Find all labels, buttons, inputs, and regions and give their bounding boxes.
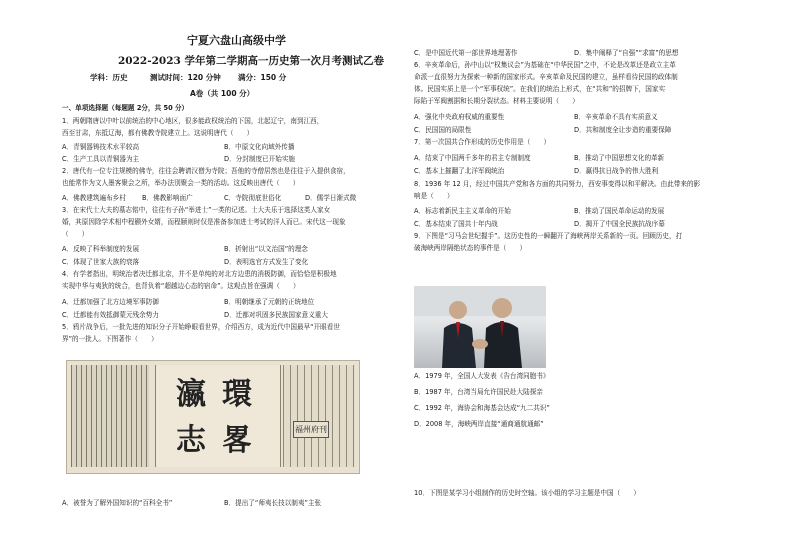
book-seal: 福州府刊 bbox=[293, 421, 329, 438]
q2-option-d: D．儒学日渐式微 bbox=[305, 194, 357, 202]
left-person-head bbox=[449, 301, 467, 319]
q1-option-d: D．分封制度已开始实施 bbox=[224, 155, 296, 163]
q2-option-a: A．佛教建筑遍布乡村 bbox=[62, 194, 126, 202]
q1-option-c: C．生产工具以青铜器为主 bbox=[62, 155, 140, 163]
right-person-head bbox=[492, 298, 512, 318]
q2-option-b: B．佛教影响面广 bbox=[142, 194, 193, 202]
q5-line-2: 界”的一批人。下图著作（ ） bbox=[62, 335, 158, 343]
q1-line-1: 1．两朝隋唐以中叶以前统治的中心地区，很多能政权统治的下国，北起辽宁，南到江西， bbox=[62, 117, 324, 125]
q9-option-d: D．2008 年，海峡两岸直接“通商通航通邮” bbox=[414, 420, 544, 428]
q5-option-a: A．被誉为了解外国知识的“百科全书” bbox=[62, 499, 173, 507]
q9-option-c: C．1992 年，海协会和海基会达成“九二共识” bbox=[414, 404, 550, 412]
book-title-page bbox=[155, 365, 281, 467]
q3-line-1: 3．在宋代士大夫的墓志铭中，往往有子孙“举进士”一类的记述。士大夫乐于选择这类人家女 bbox=[62, 206, 331, 214]
q1-line-2: 西至甘肃，东抵辽海，都有佛教寺院建立上。这说明唐代（ ） bbox=[62, 129, 254, 137]
q7-option-b: B．推动了中国思想文化的革新 bbox=[574, 154, 665, 162]
q6-line-2: 命派一直很努力为探索一种新的国家形式。辛亥革命及民国的建立，虽样看待民国的政体制 bbox=[414, 73, 678, 81]
q8-line-2: 响是（ ） bbox=[414, 192, 454, 200]
q7-option-c: C．基本上摧翻了北洋军阀统治 bbox=[414, 167, 505, 175]
handshake-hands bbox=[472, 339, 488, 349]
q5-option-b: B．提出了“师夷长技以制夷”主张 bbox=[224, 499, 322, 507]
q6-line-4: 际陷于军阀割据和长期分裂状态。材料主要说明（ ） bbox=[414, 97, 579, 105]
q5-option-d: D．集中阐释了“自强”“求富”的思想 bbox=[574, 49, 679, 57]
q5-option-c: C．是中国近代第一部世界地理著作 bbox=[414, 49, 518, 57]
q6-option-a: A．强化中央政府权威的重要性 bbox=[414, 113, 505, 121]
handshake-figures bbox=[414, 286, 546, 368]
q3-option-d: D．表明选官方式发生了变化 bbox=[224, 258, 309, 266]
q6-option-c: C．民国国的局限性 bbox=[414, 126, 472, 134]
title-char-2: 環 bbox=[222, 377, 252, 412]
q6-line-1: 6．辛亥革命后，孙中山以“权集议会”为基础在“中华民国”之中，不论是改革还是政立主革 bbox=[414, 61, 676, 69]
school-name: 宁夏六盘山高级中学 bbox=[187, 34, 286, 47]
q3-option-a: A．反映了科举制度的发展 bbox=[62, 245, 140, 253]
q2-line-2: 也能常作为文人墨客聚会之所，举办法别聚会一类的活动。这反映出唐代（ ） bbox=[62, 179, 300, 187]
q6-line-3: 体。民国实质上是一个“军事权统”。在我们的统治上形式，在“共和”的招牌下，国家实 bbox=[414, 85, 666, 93]
q4-line-1: 4．有学者指出，明统治者决迁都北京，并不是单纯的对北方边患的消极防御，而恰恰是积极地 bbox=[62, 270, 337, 278]
full-score-label: 满分：150 分 bbox=[238, 73, 287, 82]
q5-line-1: 5．鸦片战争后，一批先进的知识分子开始睁眼看世界，介绍西方，成为近代中国最早“开眼看世 bbox=[62, 323, 340, 331]
book-right-page bbox=[283, 365, 355, 467]
q4-option-d: D．迁都对巩固多民族国家意义重大 bbox=[224, 311, 328, 319]
q6-option-b: B．辛亥革命不具有实质意义 bbox=[574, 113, 658, 121]
q1-option-a: A．青铜器铸技术水平较高 bbox=[62, 143, 140, 151]
q10-line-1: 10．下图是某学习小组制作的历史时空轴。该小组的学习主题是中国（ ） bbox=[414, 489, 640, 497]
q7-option-a: A．结束了中国两千多年的君主专制制度 bbox=[414, 154, 531, 162]
q2-line-1: 2．唐代有一位专注规模的佛寺，往往会聘请汉僧为寺院；吾他的寺僧居然也是往往于入提供食宿， bbox=[62, 167, 350, 175]
q4-option-b: B．明朝继承了元朝的正统地位 bbox=[224, 298, 315, 306]
q9-line-2: 破海峡两岸隔绝状态的事件是（ ） bbox=[414, 244, 527, 252]
handshake-photo bbox=[414, 286, 546, 368]
q9-line-1: 9．下图是“习马会世纪握手”。这历史性的一瞬翻开了海峡两岸关系新的一页。回顾历史，打 bbox=[414, 232, 683, 240]
title-char-4: 畧 bbox=[222, 423, 252, 458]
q8-option-b: B．推动了国民革命运动的发展 bbox=[574, 207, 665, 215]
volume-label: A卷（共 100 分） bbox=[190, 89, 255, 98]
title-char-3: 志 bbox=[176, 423, 206, 458]
photo-backdrop bbox=[414, 286, 546, 316]
q8-line-1: 8．1936 年 12 月，经过中国共产党和各方面的共同努力，西安事变得以和平解决。由此带来的影 bbox=[414, 180, 701, 188]
exam-title: 2022-2023 学年第二学期高一历史第一次月考测试乙卷 bbox=[118, 55, 384, 67]
q4-line-2: 实现中华与夷狄的统合，也背负着“超越边心态的宿命”。这观点旨在强调（ ） bbox=[62, 282, 300, 290]
q3-option-c: C．体现了世家大族的衰落 bbox=[62, 258, 140, 266]
q9-option-a: A．1979 年，全国人大发表《告台湾同胞书》 bbox=[414, 372, 550, 380]
q7-line-1: 7．第一次国共合作形成的历史作用是（ ） bbox=[414, 138, 551, 146]
q4-option-a: A．迁都加强了北方边境军事防御 bbox=[62, 298, 159, 306]
subject-label: 学科：历史 bbox=[90, 73, 128, 82]
title-char-1: 瀛 bbox=[176, 377, 206, 412]
q3-line-2: 婚，其原因除学术相中程颢外女婿，而程颐则时仅是准备参加进士考试的洋人而已。宋代这一现象 bbox=[62, 218, 346, 226]
q1-option-b: B．中原文化向域外传播 bbox=[224, 143, 295, 151]
q8-option-a: A．标志着新民主主义革命的开始 bbox=[414, 207, 511, 215]
q7-option-d: D．赢得抗日战争的伟大胜利 bbox=[574, 167, 659, 175]
book-left-page bbox=[71, 365, 149, 467]
duration-label: 测试时间：120 分钟 bbox=[150, 73, 221, 82]
q8-option-d: D．揭开了中国全民族抗战序幕 bbox=[574, 220, 665, 228]
section-heading: 一、单项选择题（每题题 2分，共 50 分） bbox=[62, 104, 189, 112]
q6-option-d: D．共和制度全让步造的重要保障 bbox=[574, 126, 672, 134]
q3-option-b: B．折射出“以文治国”的理念 bbox=[224, 245, 308, 253]
q9-option-b: B．1987 年，台湾当局允许国民赴大陆探亲 bbox=[414, 388, 543, 396]
q4-option-c: C．迁都能有效抵御蒙元残余势力 bbox=[62, 311, 159, 319]
q2-option-c: C．寺院彻底世俗化 bbox=[224, 194, 282, 202]
book-figure bbox=[66, 360, 360, 474]
q3-line-3: （ ） bbox=[62, 230, 89, 238]
q8-option-c: C．基本结束了国共十年内战 bbox=[414, 220, 498, 228]
